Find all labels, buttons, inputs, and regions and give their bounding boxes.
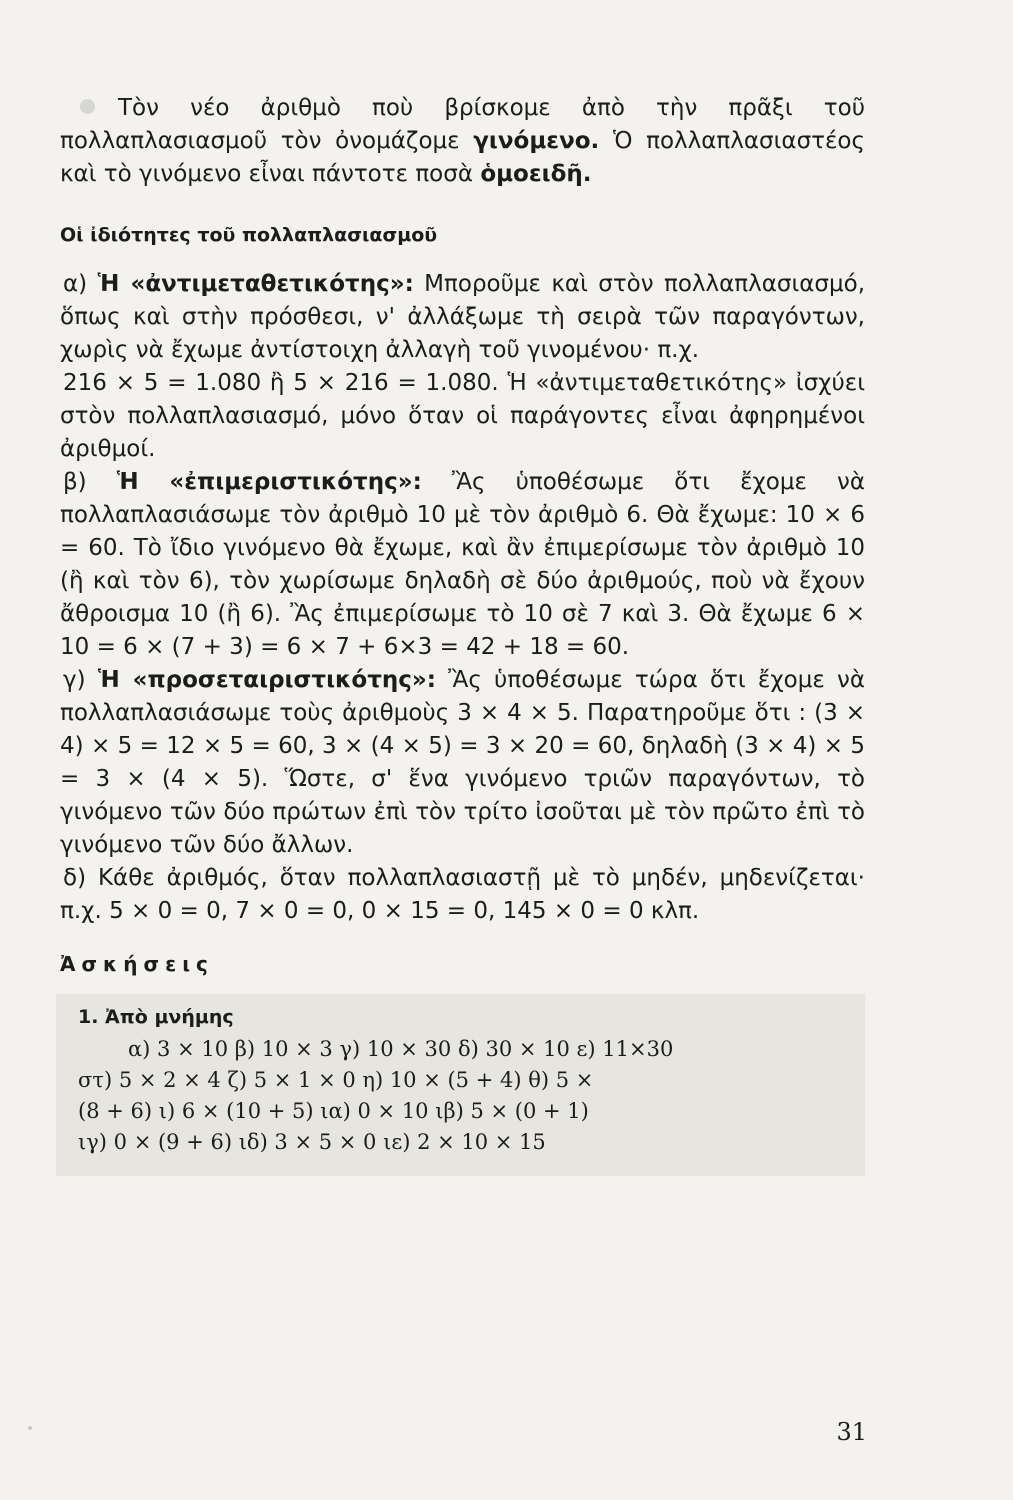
gamma-label: γ) [63, 667, 86, 693]
property-delta [60, 862, 865, 928]
exercises-box [56, 994, 865, 1176]
beta-title: Ἡ «ἐπιμεριστικότης»: [116, 469, 422, 495]
intro-paragraph [60, 92, 865, 191]
beta-text: Ἂς ὑποθέσωμε ὅτι ἔχομε νὰ πολλαπλασιάσωμε τὸν ἀριθμὸ 10 μὲ τὸν ἀριθμὸ 6. Θὰ ἔχωμε: 10 × 6 = 60. Τὸ ἴδιο γινόμενο θὰ ἔχωμε, καὶ ἂν ἐπιμερίσωμε τὸν ἀριθμὸ 10 (ἢ καὶ τὸν 6), τὸν χωρίσωμε δηλαδὴ σὲ δύο ἀριθμούς, ποὺ νὰ ἔχουν ἄθροισμα 10 (ἢ 6). Ἂς ἐπιμερίσωμε τὸ 10 σὲ 7 καὶ 3. Θὰ ἔχωμε 6 × 10 = 6 × (7 + 3) = 6 × 7 + 6×3 = 42 + 18 = 60. [60, 469, 865, 660]
gamma-text: Ἂς ὑποθέσωμε τώρα ὅτι ἔχομε νὰ πολλαπλασιάσωμε τοὺς ἀριθμοὺς 3 × 4 × 5. Παρατηροῦμε ὅτι : (3 × 4) × 5 = 12 × 5 = 60, 3 × (4 × 5) = 3 × 20 = 60, δηλαδὴ (3 × 4) × 5 = 3 × (4 × 5). Ὥστε, σ' ἕνα γινόμενο τριῶν παραγόντων, τὸ γινόμενο τῶν δύο πρώτων ἐπὶ τὸν τρίτο ἰσοῦται μὲ τὸν πρῶτο ἐπὶ τὸ γινόμενο τῶν δύο ἄλλων. [60, 667, 865, 858]
intro-bold-term-1: γινόμενο. [473, 128, 600, 154]
intro-text-2: Ὁ πολλαπλασιαστέος καὶ τὸ γινόμενο εἶναι πάντοτε ποσὰ [60, 128, 865, 187]
delta-label: δ) [63, 865, 87, 891]
beta-label: β) [63, 469, 87, 495]
property-beta [60, 466, 865, 664]
speck-decoration [28, 1426, 32, 1430]
section-heading: Οἱ ἰδιότητες τοῦ πολλαπλασιασμοῦ [60, 224, 438, 246]
delta-text: Κάθε ἀριθμός, ὅταν πολλαπλασιαστῇ μὲ τὸ μηδέν, μηδενίζεται· π.χ. 5 × 0 = 0, 7 × 0 = 0, 0 × 15 = 0, 145 × 0 = 0 κλπ. [60, 865, 865, 924]
exercises-title: Ἀσκήσεις [60, 952, 214, 976]
exercise-line: α) 3 × 10 β) 10 × 3 γ) 10 × 30 δ) 30 × 10 ε) 11×30 [128, 1037, 674, 1061]
page-content [60, 92, 865, 1176]
property-alpha-continued [60, 367, 865, 466]
exercise-1-items [78, 1034, 835, 1158]
gamma-title: Ἡ «προσεταιριστικότης»: [97, 667, 436, 693]
page-number: 31 [836, 1418, 867, 1446]
exercise-line: (8 + 6) ι) 6 × (10 + 5) ια) 0 × 10 ιβ) 5 × (0 + 1) [78, 1099, 589, 1123]
alpha-text: Μποροῦμε καὶ στὸν πολλαπλασιασμό, ὅπως καὶ στὴν πρόσθεσι, ν' ἀλλάξωμε τὴ σειρὰ τῶν παραγόντων, χωρὶς νὰ ἔχωμε ἀντίστοιχη ἀλλαγὴ τοῦ γινομένου· π.χ. [60, 271, 866, 363]
exercise-1-title: 1. Ἀπὸ μνήμης [78, 1006, 234, 1028]
exercise-line: στ) 5 × 2 × 4 ζ) 5 × 1 × 0 η) 10 × (5 + 4) θ) 5 × [78, 1068, 594, 1092]
alpha-title: Ἡ «ἀντιμεταθετικότης»: [97, 271, 414, 297]
exercise-line: ιγ) 0 × (9 + 6) ιδ) 3 × 5 × 0 ιε) 2 × 10 × 15 [78, 1130, 546, 1154]
alpha-text-2: 216 × 5 = 1.080 ἢ 5 × 216 = 1.080. Ἡ «ἀντιμεταθετικότης» ἰσχύει στὸν πολλαπλασιασμό, μόνο ὅταν οἱ παράγοντες εἶναι ἀφηρημένοι ἀριθμοί. [60, 370, 865, 462]
alpha-label: α) [63, 271, 88, 297]
bullet-dot-icon [80, 99, 95, 114]
intro-text-1: Τὸν νέο ἀριθμὸ ποὺ βρίσκομε ἀπὸ τὴν πρᾶξι τοῦ πολλαπλασιασμοῦ τὸν ὀνομάζομε [60, 95, 865, 154]
property-gamma [60, 664, 865, 862]
intro-bold-term-2: ὁμοειδῆ. [480, 161, 592, 187]
property-alpha [60, 268, 865, 367]
